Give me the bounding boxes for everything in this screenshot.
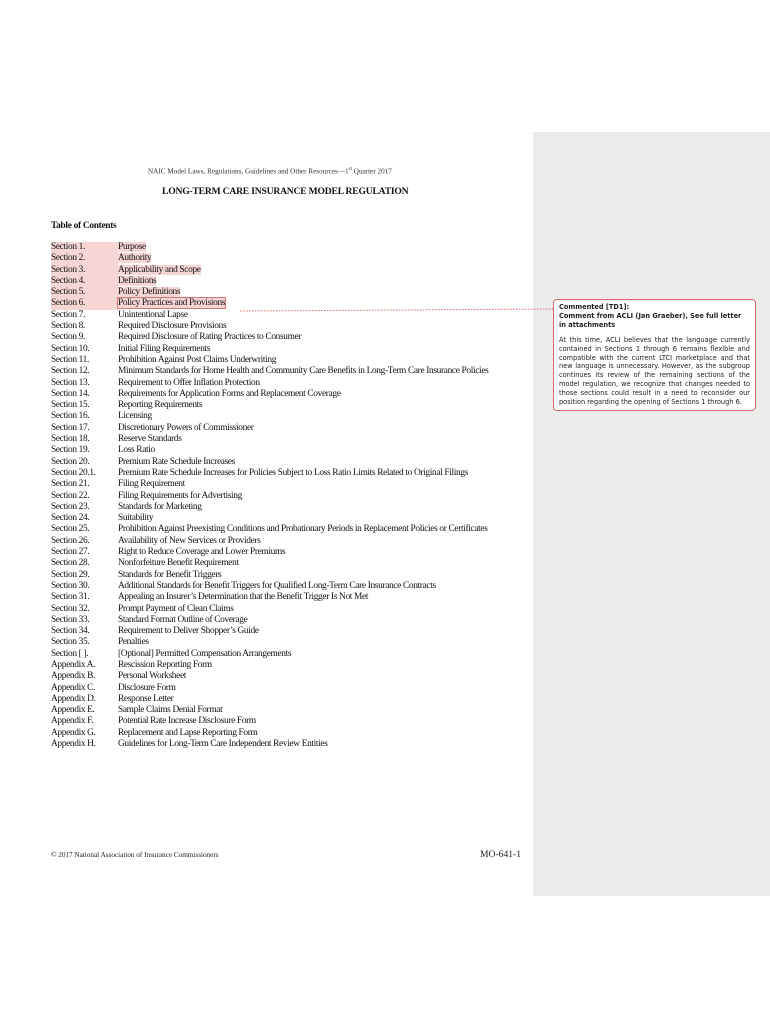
toc-row xyxy=(51,649,521,660)
toc-section-title xyxy=(118,265,521,276)
comment-author: Commented [TD1]: xyxy=(559,303,630,311)
toc-section-number: Appendix F. xyxy=(51,716,94,727)
toc-title-text: Standards for Benefit Triggers xyxy=(118,569,222,580)
toc-section-title xyxy=(118,457,521,468)
toc-heading: Table of Contents xyxy=(51,221,117,231)
toc-section-title xyxy=(118,524,521,535)
toc-row xyxy=(51,445,521,456)
toc-title-text: Discretionary Powers of Commissioner xyxy=(118,422,254,433)
toc-section-title xyxy=(118,434,521,445)
toc-title-text: Suitability xyxy=(118,513,154,524)
page-header xyxy=(148,167,448,175)
toc-row xyxy=(51,389,521,400)
toc-section-title xyxy=(118,558,521,569)
toc-row xyxy=(51,344,521,355)
table-of-contents xyxy=(51,242,521,750)
toc-section-title xyxy=(118,321,521,332)
comment-balloon[interactable] xyxy=(553,299,756,411)
toc-row xyxy=(51,728,521,739)
toc-title-text: Reserve Standards xyxy=(118,434,182,445)
toc-section-title xyxy=(118,536,521,547)
toc-title-text: Standard Format Outline of Coverage xyxy=(118,614,248,625)
toc-title-text: Requirement to Offer Inflation Protection xyxy=(118,377,260,388)
toc-section-number: Section [ ]. xyxy=(51,648,89,659)
toc-row xyxy=(51,242,521,253)
toc-section-number: Section 11. xyxy=(51,354,89,365)
toc-title-text: Standards for Marketing xyxy=(118,501,202,512)
toc-section-title xyxy=(118,705,521,716)
toc-section-title xyxy=(118,423,521,434)
toc-title-text: Requirements for Application Forms and Replacement Coverage xyxy=(118,388,341,399)
toc-title-text: Disclosure Form xyxy=(118,682,176,693)
toc-section-title xyxy=(118,728,521,739)
comment-source: Comment from ACLI (Jan Graeber), See full letter in attachments xyxy=(559,311,742,329)
toc-row xyxy=(51,491,521,502)
toc-row xyxy=(51,513,521,524)
toc-section-number: Section 29. xyxy=(51,569,90,580)
toc-title-text: Minimum Standards for Home Health and Community Care Benefits in Long-Term Care Insurance Policies xyxy=(118,366,489,377)
toc-section-number: Appendix D. xyxy=(51,693,96,704)
toc-section-title xyxy=(118,400,521,411)
toc-section-title xyxy=(118,445,521,456)
toc-title-text: Additional Standards for Benefit Triggers for Qualified Long-Term Care Insurance Contracts xyxy=(118,580,436,591)
toc-title-text: Premium Rate Schedule Increases xyxy=(118,456,235,467)
toc-section-number: Appendix E. xyxy=(51,705,95,716)
toc-title-text: Initial Filing Requirements xyxy=(118,343,211,354)
toc-title-text: Right to Reduce Coverage and Lower Premiums xyxy=(118,547,286,558)
toc-title-text: Licensing xyxy=(118,411,152,422)
toc-section-title xyxy=(118,355,521,366)
toc-section-number: Section 34. xyxy=(51,626,90,637)
toc-title-text: Filing Requirement xyxy=(118,479,185,490)
toc-title-text: Purpose xyxy=(118,242,146,252)
toc-row xyxy=(51,671,521,682)
toc-title-text: Loss Ratio xyxy=(118,445,155,456)
toc-section-title xyxy=(118,332,521,343)
toc-section-number: Section 10. xyxy=(51,343,90,354)
toc-section-number: Section 4. xyxy=(51,276,118,287)
toc-row xyxy=(51,434,521,445)
comment-margin-pane xyxy=(533,132,770,896)
toc-title-text: Prompt Payment of Clean Claims xyxy=(118,603,234,614)
toc-title-text: Availability of New Services or Providers xyxy=(118,535,261,546)
toc-section-number: Section 25. xyxy=(51,524,90,535)
toc-section-number: Appendix C. xyxy=(51,682,96,693)
toc-section-title xyxy=(118,253,521,264)
toc-row xyxy=(51,660,521,671)
toc-row xyxy=(51,581,521,592)
toc-title-text: [Optional] Permitted Compensation Arrangements xyxy=(118,648,292,659)
toc-title-text: Rescission Reporting Form xyxy=(118,659,212,670)
toc-section-title xyxy=(118,739,521,750)
toc-title-text: Definitions xyxy=(118,275,157,286)
document-title: LONG-TERM CARE INSURANCE MODEL REGULATION xyxy=(162,186,409,197)
toc-section-number: Section 23. xyxy=(51,501,90,512)
toc-row xyxy=(51,423,521,434)
footer-page-number: MO-641-1 xyxy=(480,849,522,860)
toc-title-text: Authority xyxy=(118,253,152,264)
toc-title-text: Required Disclosure of Rating Practices to Consumer xyxy=(118,332,302,343)
toc-row xyxy=(51,298,521,309)
toc-section-title xyxy=(118,716,521,727)
toc-section-number: Section 14. xyxy=(51,388,90,399)
toc-title-text: Required Disclosure Provisions xyxy=(118,321,227,332)
toc-section-title xyxy=(118,570,521,581)
toc-section-number: Section 31. xyxy=(51,592,90,603)
toc-title-text: Potential Rate Increase Disclosure Form xyxy=(118,716,256,727)
toc-section-number: Section 5. xyxy=(51,287,118,298)
toc-row xyxy=(51,705,521,716)
toc-section-title xyxy=(118,694,521,705)
toc-title-text: Reporting Requirements xyxy=(118,400,203,411)
toc-section-number: Section 16. xyxy=(51,411,90,422)
toc-section-title xyxy=(118,298,521,309)
toc-row xyxy=(51,321,521,332)
toc-section-title xyxy=(118,604,521,615)
toc-section-number: Section 13. xyxy=(51,377,90,388)
footer-copyright: © 2017 National Association of Insurance Commissioners xyxy=(51,851,219,859)
toc-row xyxy=(51,366,521,377)
toc-title-text: Premium Rate Schedule Increases for Policies Subject to Loss Ratio Limits Related to Original Filings xyxy=(118,467,469,478)
toc-row xyxy=(51,694,521,705)
toc-section-number: Appendix A. xyxy=(51,659,96,670)
toc-title-text: Guidelines for Long-Term Care Independent Review Entities xyxy=(118,739,328,750)
toc-row xyxy=(51,332,521,343)
toc-row xyxy=(51,400,521,411)
toc-title-text: Unintentional Lapse xyxy=(118,309,188,320)
toc-row xyxy=(51,536,521,547)
toc-section-title xyxy=(118,637,521,648)
toc-title-text: Sample Claims Denial Format xyxy=(118,705,223,716)
toc-row xyxy=(51,570,521,581)
toc-title-text: Replacement and Lapse Reporting Form xyxy=(118,727,258,738)
toc-row xyxy=(51,502,521,513)
toc-row xyxy=(51,310,521,321)
toc-section-number: Appendix H. xyxy=(51,739,96,750)
toc-section-title xyxy=(118,649,521,660)
toc-section-title xyxy=(118,366,521,377)
toc-row xyxy=(51,547,521,558)
toc-section-number: Section 2. xyxy=(51,253,118,264)
toc-row xyxy=(51,615,521,626)
toc-section-number: Section 35. xyxy=(51,637,90,648)
toc-section-number: Section 8. xyxy=(51,321,85,332)
header-text: NAIC Model Laws, Regulations, Guidelines and Other Resources—1 xyxy=(148,167,349,176)
toc-title-text: Filing Requirements for Advertising xyxy=(118,490,242,501)
toc-section-number: Section 33. xyxy=(51,614,90,625)
toc-row xyxy=(51,265,521,276)
toc-section-title xyxy=(118,310,521,321)
toc-section-number: Section 17. xyxy=(51,422,90,433)
comment-body: At this time, ACLI believes that the language currently contained in Sections 1 through 6 remains flexible and compatible with the current LTCI marketplace and that new language is unnecessary. However, as the subgroup continues its review of the remaining sections of the model regulation, we recognize that changes needed to those sections could result in a need to reconsider our position regarding the opening of Sections 1 through 6. xyxy=(559,335,750,407)
toc-section-number: Section 15. xyxy=(51,400,90,411)
toc-section-number: Section 7. xyxy=(51,309,85,320)
toc-section-number: Section 20. xyxy=(51,456,90,467)
toc-section-title xyxy=(118,468,521,479)
toc-row xyxy=(51,524,521,535)
toc-section-title xyxy=(118,513,521,524)
toc-title-text: Policy Practices and Provisions xyxy=(118,298,226,309)
toc-row xyxy=(51,411,521,422)
toc-section-number: Section 26. xyxy=(51,535,90,546)
toc-section-number: Section 30. xyxy=(51,580,90,591)
toc-section-title xyxy=(118,592,521,603)
toc-row xyxy=(51,739,521,750)
toc-section-title xyxy=(118,615,521,626)
toc-section-title xyxy=(118,660,521,671)
toc-row xyxy=(51,683,521,694)
header-text-end: Quarter 2017 xyxy=(351,167,392,176)
toc-row xyxy=(51,468,521,479)
toc-section-title xyxy=(118,626,521,637)
toc-row xyxy=(51,558,521,569)
toc-title-text: Requirement to Deliver Shopper’s Guide xyxy=(118,626,259,637)
toc-row xyxy=(51,457,521,468)
toc-row xyxy=(51,378,521,389)
toc-section-number: Section 3. xyxy=(51,265,118,276)
toc-title-text: Response Letter xyxy=(118,693,174,704)
toc-row xyxy=(51,604,521,615)
toc-section-title xyxy=(118,502,521,513)
toc-row xyxy=(51,479,521,490)
toc-section-number: Section 18. xyxy=(51,434,90,445)
toc-section-number: Section 28. xyxy=(51,558,90,569)
toc-section-number: Appendix B. xyxy=(51,671,96,682)
toc-section-title xyxy=(118,479,521,490)
toc-section-title xyxy=(118,411,521,422)
toc-section-number: Section 20.1. xyxy=(51,467,96,478)
toc-section-number: Section 6. xyxy=(51,298,118,309)
toc-section-title xyxy=(118,581,521,592)
toc-section-number: Section 12. xyxy=(51,366,90,377)
toc-row xyxy=(51,637,521,648)
toc-section-title xyxy=(118,547,521,558)
toc-title-text: Penalties xyxy=(118,637,149,648)
toc-section-title xyxy=(118,389,521,400)
toc-section-number: Section 21. xyxy=(51,479,90,490)
toc-section-number: Section 1. xyxy=(51,242,118,253)
toc-row xyxy=(51,287,521,298)
toc-title-text: Policy Definitions xyxy=(118,287,181,298)
toc-section-title xyxy=(118,276,521,287)
toc-section-title xyxy=(118,242,521,253)
toc-section-number: Section 22. xyxy=(51,490,90,501)
toc-section-title xyxy=(118,287,521,298)
toc-title-text: Nonforfeiture Benefit Requirement xyxy=(118,558,239,569)
toc-section-title xyxy=(118,378,521,389)
toc-section-title xyxy=(118,344,521,355)
toc-section-number: Appendix G. xyxy=(51,727,96,738)
toc-title-text: Applicability and Scope xyxy=(118,264,201,275)
toc-title-text: Personal Worksheet xyxy=(118,671,187,682)
toc-section-title xyxy=(118,491,521,502)
toc-section-number: Section 19. xyxy=(51,445,90,456)
toc-row xyxy=(51,253,521,264)
toc-row xyxy=(51,626,521,637)
toc-section-number: Section 27. xyxy=(51,547,90,558)
toc-section-number: Section 9. xyxy=(51,332,85,343)
toc-row xyxy=(51,716,521,727)
toc-title-text: Prohibition Against Post Claims Underwriting xyxy=(118,354,277,365)
toc-row xyxy=(51,355,521,366)
header-superscript: st xyxy=(348,167,352,172)
toc-title-text: Prohibition Against Preexisting Conditions and Probationary Periods in Replacement Policies or Certificates xyxy=(118,524,488,535)
toc-section-title xyxy=(118,671,521,682)
toc-section-number: Section 32. xyxy=(51,603,90,614)
toc-row xyxy=(51,592,521,603)
toc-title-text: Appealing an Insurer’s Determination that the Benefit Trigger Is Not Met xyxy=(118,592,369,603)
toc-section-number: Section 24. xyxy=(51,513,90,524)
toc-row xyxy=(51,276,521,287)
toc-section-title xyxy=(118,683,521,694)
